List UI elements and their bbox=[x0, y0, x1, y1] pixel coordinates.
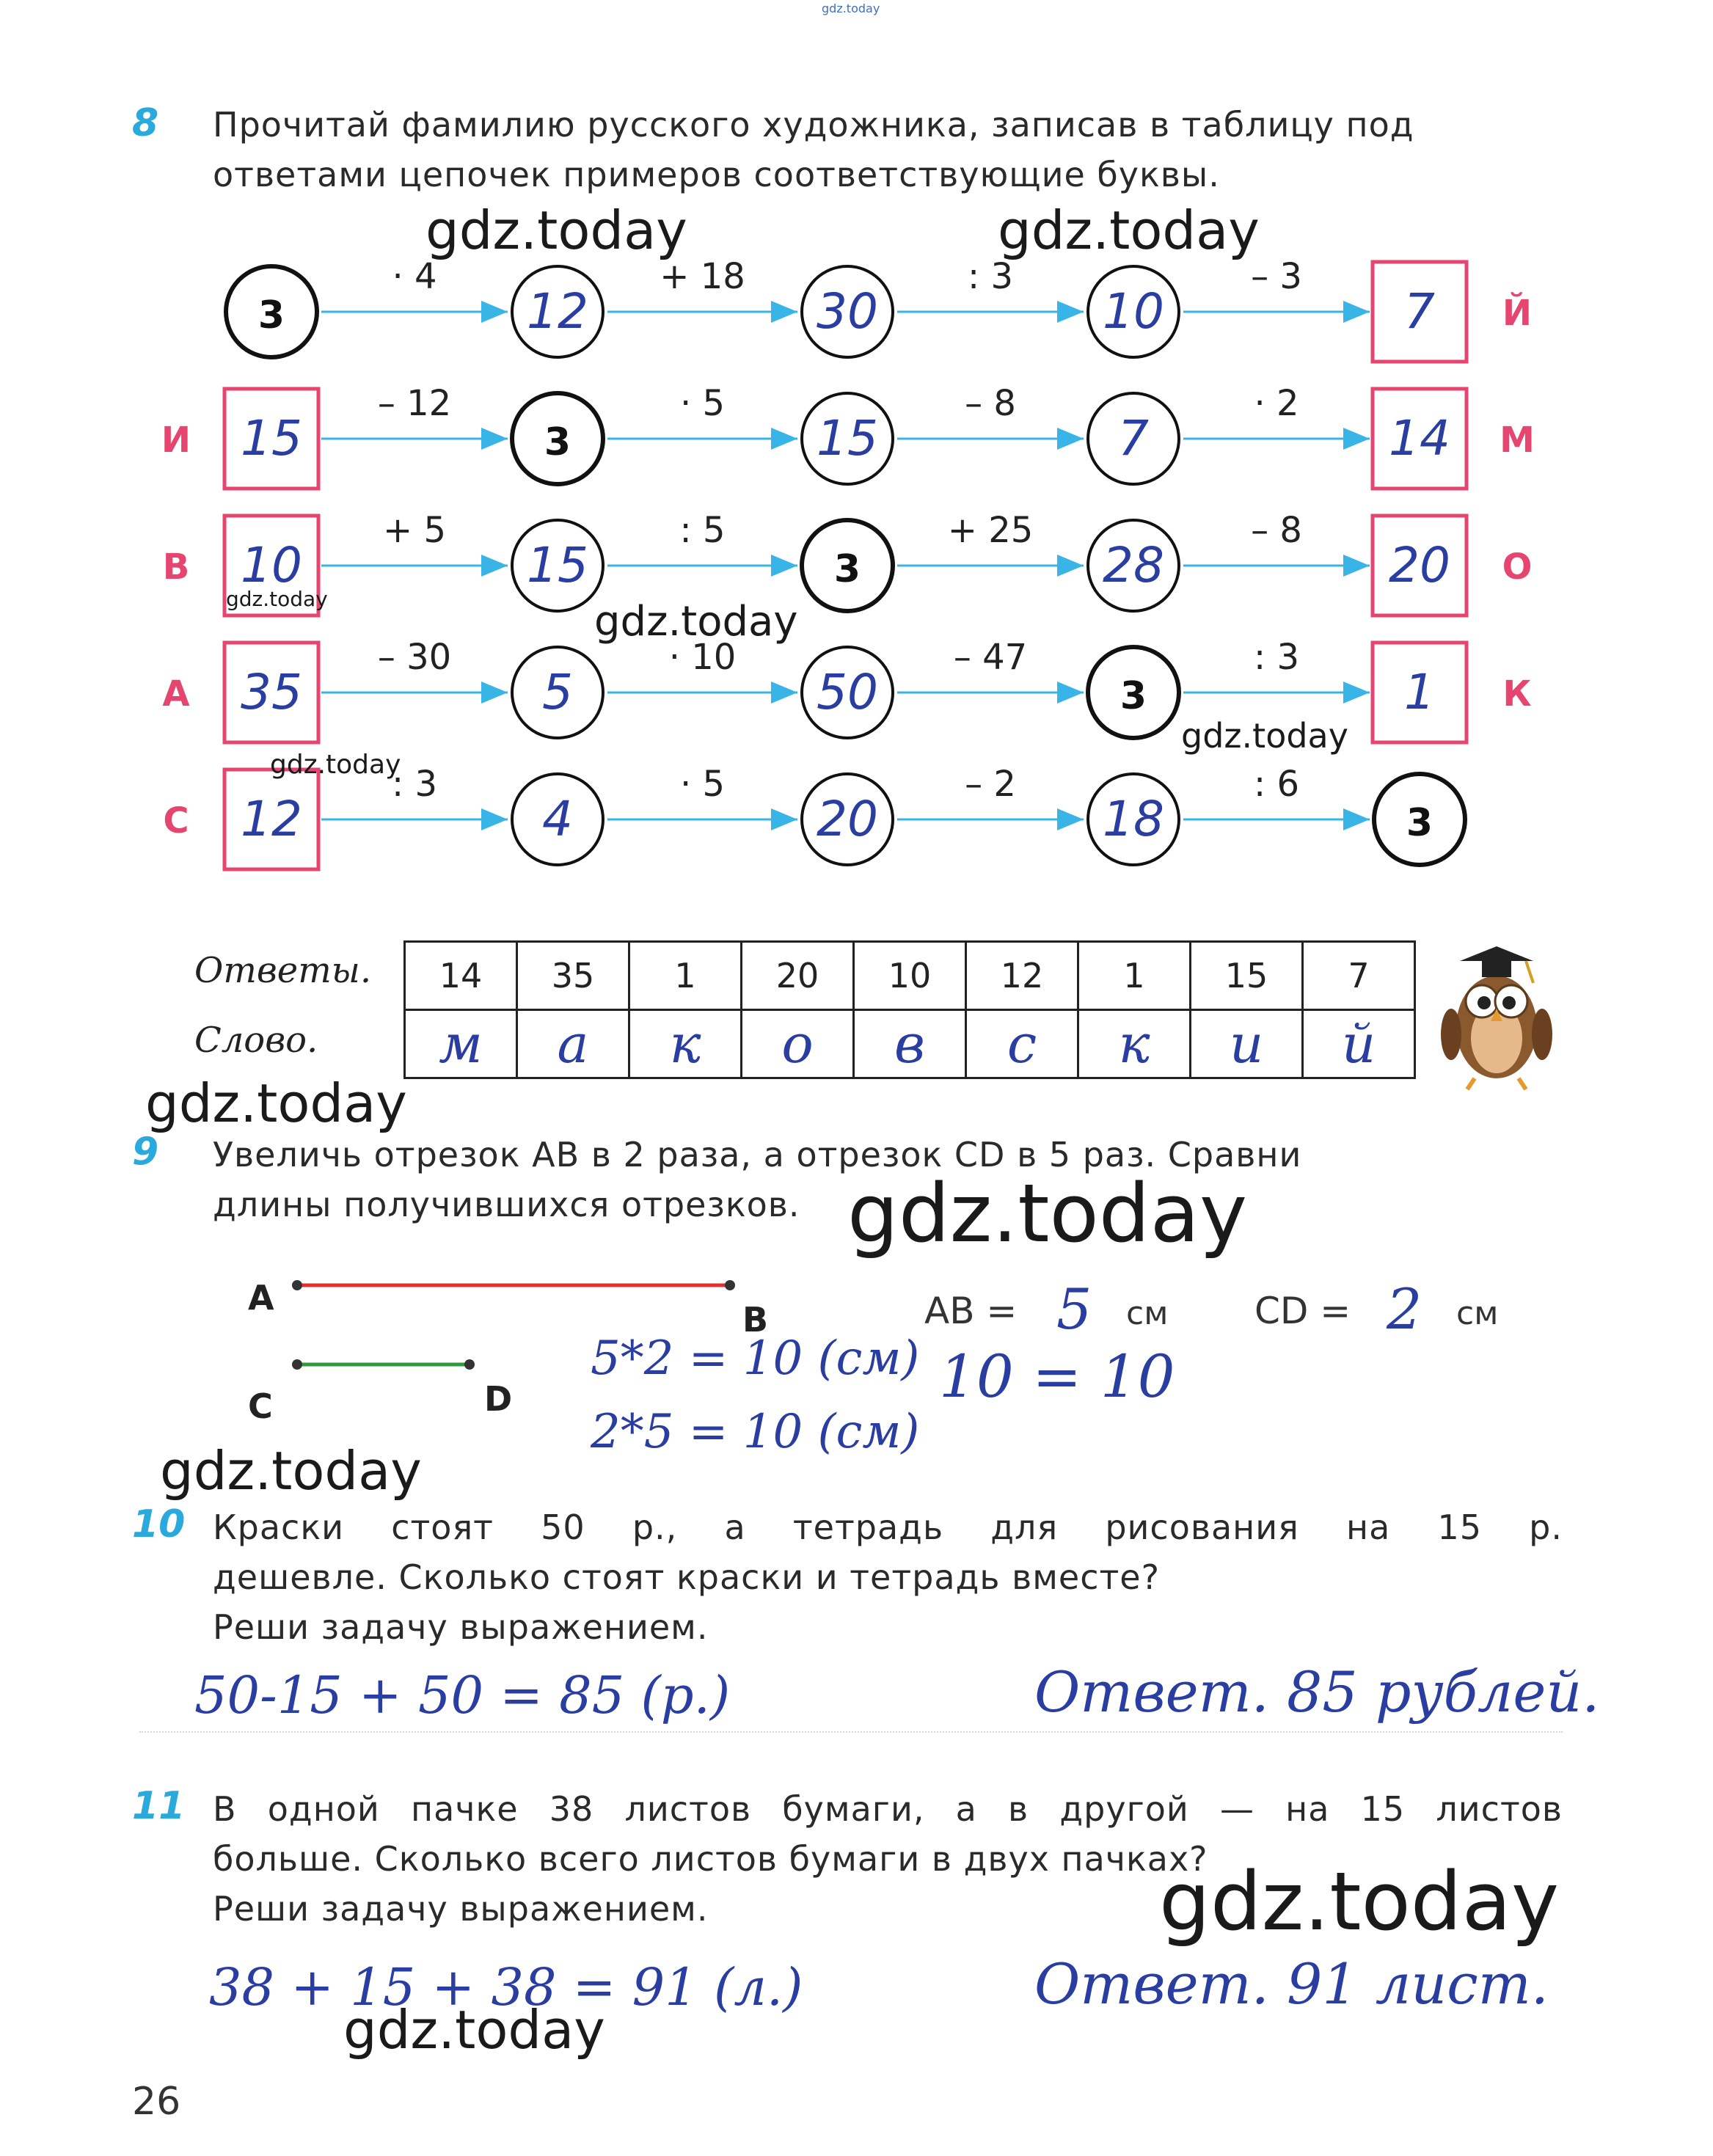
row-letter-right: М bbox=[1500, 420, 1535, 461]
answer-11: Ответ. 91 лист. bbox=[1034, 1951, 1549, 2017]
task-8-number: 8 bbox=[132, 101, 159, 145]
answer-cell: 15 bbox=[1191, 942, 1303, 1010]
solution-10: 50-15 + 50 = 85 (р.) bbox=[194, 1665, 731, 1725]
answer-cell: 10 bbox=[854, 942, 966, 1010]
node-value: 15 bbox=[527, 537, 588, 593]
task-8-text-line1: Прочитай фамилию русского художника, записав в таблицу под bbox=[213, 105, 1414, 145]
operation-label: – 30 bbox=[377, 637, 452, 678]
answer-cell: 1 bbox=[629, 942, 742, 1010]
node-value: 12 bbox=[527, 283, 588, 340]
task-10-text-line2: дешевле. Сколько стоят краски и тетрадь вместе? bbox=[213, 1557, 1160, 1597]
point-c bbox=[292, 1359, 302, 1370]
label-b: B bbox=[742, 1300, 769, 1340]
node-value: 3 bbox=[833, 547, 861, 591]
node-value: 20 bbox=[817, 791, 878, 847]
task-9-text-line2: длины получившихся отрезков. bbox=[213, 1185, 800, 1224]
calc-cd: 2*5 = 10 (см) bbox=[591, 1405, 920, 1459]
owl-illustration bbox=[1431, 932, 1563, 1093]
node-value: 20 bbox=[1389, 537, 1450, 593]
watermark: gdz.today bbox=[425, 200, 687, 261]
node-value: 35 bbox=[241, 664, 302, 720]
ab-unit: см bbox=[1126, 1295, 1169, 1332]
point-b bbox=[725, 1280, 735, 1290]
operation-label: · 10 bbox=[668, 637, 737, 678]
watermark: gdz.today bbox=[998, 200, 1260, 261]
answers-label: Ответы. bbox=[194, 950, 372, 991]
answer-10: Ответ. 85 рублей. bbox=[1034, 1659, 1600, 1725]
letter-cell: й bbox=[1303, 1010, 1415, 1078]
operation-label: · 5 bbox=[679, 764, 726, 805]
node-value: 28 bbox=[1103, 537, 1164, 593]
cd-value: 2 bbox=[1387, 1276, 1422, 1342]
letter-cell: к bbox=[629, 1010, 742, 1078]
node-value: 7 bbox=[1404, 283, 1435, 340]
task-11-number: 11 bbox=[132, 1784, 186, 1828]
node-value: 50 bbox=[817, 664, 878, 720]
operation-label: : 3 bbox=[392, 764, 437, 805]
label-c: C bbox=[248, 1386, 273, 1426]
watermark: gdz.today bbox=[160, 1440, 422, 1502]
task-11-text-line1: В одной пачке 38 листов бумаги, а в другой — на 15 листов bbox=[213, 1789, 1563, 1829]
answer-cell: 20 bbox=[742, 942, 854, 1010]
watermark: gdz.today bbox=[847, 1166, 1248, 1260]
row-letter-left: А bbox=[162, 673, 190, 715]
word-label: Слово. bbox=[194, 1020, 318, 1061]
watermark: gdz.today bbox=[145, 1072, 407, 1134]
ab-label: AB = bbox=[924, 1290, 1018, 1332]
chains-diagram bbox=[0, 220, 1713, 917]
row-letter-left: С bbox=[163, 800, 189, 841]
operation-label: · 5 bbox=[679, 383, 726, 424]
watermark: gdz.today bbox=[594, 598, 798, 646]
letter-cell: м bbox=[405, 1010, 517, 1078]
operation-label: : 3 bbox=[968, 256, 1013, 297]
watermark: gdz.today bbox=[1159, 1854, 1560, 1948]
cd-unit: см bbox=[1456, 1295, 1499, 1332]
letter-cell: и bbox=[1191, 1010, 1303, 1078]
node-value: 5 bbox=[542, 664, 573, 720]
node-value: 14 bbox=[1389, 410, 1450, 467]
answer-table bbox=[403, 940, 1416, 1079]
node-value: 3 bbox=[544, 420, 571, 464]
node-value: 10 bbox=[1103, 283, 1164, 340]
node-value: 4 bbox=[542, 791, 573, 847]
calc-ab: 5*2 = 10 (см) bbox=[591, 1331, 920, 1386]
operation-label: + 25 bbox=[947, 510, 1034, 551]
operation-label: : 5 bbox=[679, 510, 726, 551]
row-letter-right: О bbox=[1502, 547, 1533, 588]
watermark: gdz.today bbox=[226, 587, 328, 611]
watermark: gdz.today bbox=[343, 1999, 605, 2061]
task-9-number: 9 bbox=[132, 1130, 159, 1174]
operation-label: – 8 bbox=[1251, 510, 1302, 551]
task-10-text-line1: Краски стоят 50 р., а тетрадь для рисования на 15 р. bbox=[213, 1508, 1563, 1547]
operation-label: – 47 bbox=[953, 637, 1028, 678]
source-mark: gdz.today bbox=[822, 1, 880, 15]
watermark: gdz.today bbox=[1181, 716, 1348, 756]
operation-label: : 6 bbox=[1254, 764, 1299, 805]
node-value: 15 bbox=[241, 410, 302, 467]
operation-label: – 3 bbox=[1251, 256, 1302, 297]
operation-label: – 12 bbox=[377, 383, 452, 424]
operation-label: + 18 bbox=[660, 256, 745, 297]
task-10-text-line3: Реши задачу выражением. bbox=[213, 1607, 709, 1647]
row-letter-left: И bbox=[161, 420, 191, 461]
operation-label: – 2 bbox=[965, 764, 1016, 805]
letter-cell: а bbox=[517, 1010, 629, 1078]
solution-11: 38 + 15 + 38 = 91 (л.) bbox=[209, 1957, 803, 2017]
node-value: 15 bbox=[817, 410, 878, 467]
node-value: 7 bbox=[1118, 410, 1149, 467]
compare: 10 = 10 bbox=[939, 1342, 1175, 1411]
task-10-number: 10 bbox=[132, 1502, 186, 1546]
node-value: 1 bbox=[1404, 664, 1435, 720]
task-11-text-line2: больше. Сколько всего листов бумаги в двух пачках? bbox=[213, 1839, 1208, 1879]
node-value: 3 bbox=[258, 293, 285, 337]
node-value: 18 bbox=[1103, 791, 1164, 847]
row-letter-left: В bbox=[162, 547, 190, 588]
operation-label: – 8 bbox=[965, 383, 1016, 424]
operation-label: · 2 bbox=[1254, 383, 1299, 424]
node-value: 3 bbox=[1406, 801, 1433, 845]
node-value: 10 bbox=[241, 537, 302, 593]
answer-cell: 14 bbox=[405, 942, 517, 1010]
task-8-text-line2: ответами цепочек примеров соответствующие буквы. bbox=[213, 155, 1220, 194]
answer-cell: 1 bbox=[1078, 942, 1191, 1010]
row-letter-right: К bbox=[1502, 673, 1532, 715]
cd-label: CD = bbox=[1254, 1290, 1351, 1332]
operation-label: + 5 bbox=[382, 510, 447, 551]
letter-cell: с bbox=[966, 1010, 1078, 1078]
page-number: 26 bbox=[132, 2080, 181, 2124]
letter-cell: в bbox=[854, 1010, 966, 1078]
node-value: 30 bbox=[817, 283, 878, 340]
answer-cell: 7 bbox=[1303, 942, 1415, 1010]
operation-label: · 4 bbox=[392, 256, 437, 297]
node-value: 3 bbox=[1120, 674, 1147, 718]
label-a: A bbox=[248, 1278, 274, 1318]
point-d bbox=[464, 1359, 475, 1370]
task-11-text-line3: Реши задачу выражением. bbox=[213, 1889, 709, 1929]
operation-label: : 3 bbox=[1254, 637, 1299, 678]
task-9-text-line1: Увеличь отрезок AB в 2 раза, а отрезок CD в 5 раз. Сравни bbox=[213, 1135, 1302, 1174]
answer-cell: 12 bbox=[966, 942, 1078, 1010]
letter-cell: о bbox=[742, 1010, 854, 1078]
row-letter-right: Й bbox=[1502, 293, 1533, 334]
node-value: 12 bbox=[241, 791, 302, 847]
point-a bbox=[292, 1280, 302, 1290]
label-d: D bbox=[484, 1379, 513, 1419]
answer-cell: 35 bbox=[517, 942, 629, 1010]
letter-cell: к bbox=[1078, 1010, 1191, 1078]
watermark: gdz.today bbox=[270, 750, 401, 780]
ab-value: 5 bbox=[1056, 1276, 1092, 1342]
